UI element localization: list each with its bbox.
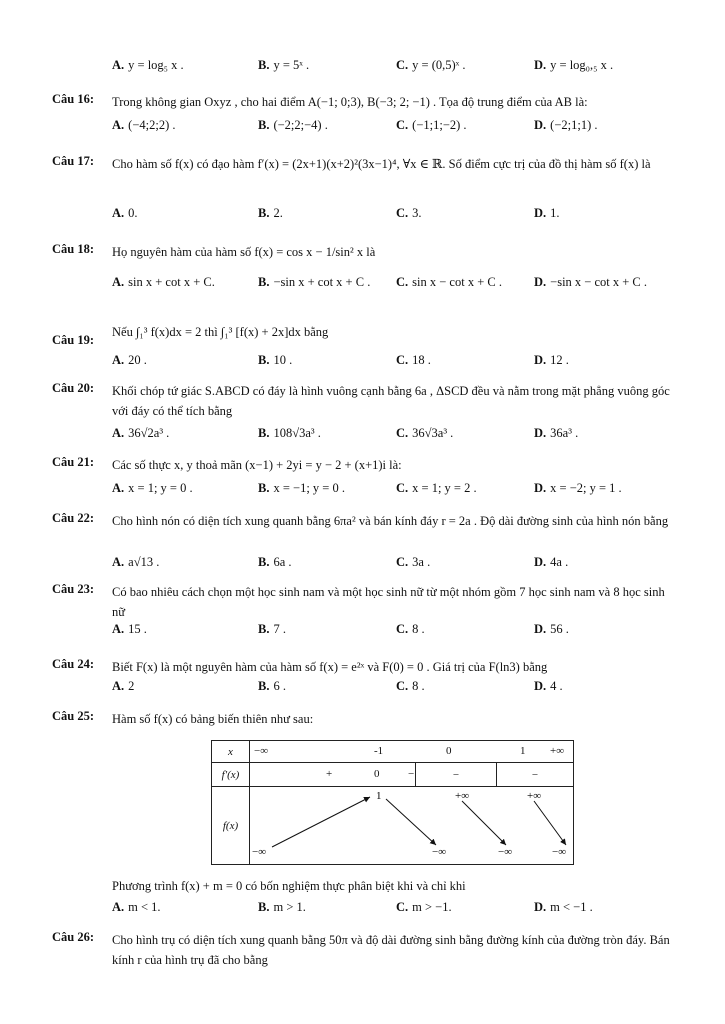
option-d[interactable]: D. 56 . — [534, 622, 569, 636]
option-d[interactable]: D. 4 . — [534, 679, 563, 693]
question-number: Câu 24: — [52, 657, 95, 671]
x-value: +∞ — [550, 744, 565, 757]
options-row — [112, 353, 672, 371]
function-variation-cell — [250, 787, 574, 865]
f-value: −∞ — [498, 846, 513, 858]
option-b[interactable]: B. y = 5ˣ . — [258, 58, 310, 72]
option-b[interactable]: B. 2. — [258, 206, 283, 220]
question-number: Câu 22: — [52, 511, 95, 525]
options-row — [112, 206, 672, 224]
question-text: Khối chóp tứ giác S.ABCD có đáy là hình vuông cạnh bằng 6a , ΔSCD đều và nằm trong mặt phẳng vuông góc với đáy có thể tích bằng — [112, 384, 670, 418]
option-c[interactable]: C. y = (0,5)ˣ . — [396, 58, 466, 72]
derivative-zero: 0 — [374, 767, 380, 780]
options-row — [112, 555, 672, 573]
option-b[interactable]: B. m > 1. — [258, 900, 306, 914]
option-a[interactable]: A. 15 . — [112, 622, 147, 636]
question-number: Câu 25: — [52, 709, 95, 723]
option-c[interactable]: C. 36√3a³ . — [396, 426, 454, 440]
question-number: Câu 16: — [52, 92, 95, 106]
option-c[interactable]: C. (−1;1;−2) . — [396, 118, 467, 132]
x-value: 1 — [520, 744, 526, 757]
option-c[interactable]: C. 18 . — [396, 353, 431, 367]
question-number: Câu 19: — [52, 333, 95, 347]
f-value: +∞ — [455, 790, 470, 802]
question-number: Câu 21: — [52, 455, 95, 469]
option-d[interactable]: D. y = log₀,₅ x . — [534, 58, 614, 72]
option-b[interactable]: B. 108√3a³ . — [258, 426, 321, 440]
f-value: −∞ — [252, 846, 267, 858]
question-text: Trong không gian Oxyz , cho hai điểm A(−1; 0;3), B(−3; 2; −1) . Tọa độ trung điểm của AB là: — [112, 95, 588, 109]
option-c[interactable]: C. 8 . — [396, 679, 425, 693]
arrow-down — [462, 801, 506, 845]
x-value: -1 — [374, 744, 384, 757]
option-c[interactable]: C. m > −1. — [396, 900, 452, 914]
options-row — [112, 275, 672, 293]
option-a[interactable]: A. 0. — [112, 206, 138, 220]
option-a[interactable]: A. (−4;2;2) . — [112, 118, 176, 132]
option-a[interactable]: A. a√13 . — [112, 555, 160, 569]
arrow-down — [534, 801, 566, 845]
option-b[interactable]: B. 7 . — [258, 622, 286, 636]
question-number: Câu 18: — [52, 242, 95, 256]
table-row-x — [212, 741, 574, 763]
question-text: Biết F(x) là một nguyên hàm của hàm số f(x) = e²ˣ và F(0) = 0 . Giá trị của F(ln3) bằng — [112, 660, 548, 674]
table-row-derivative — [212, 763, 574, 787]
options-row — [112, 426, 672, 444]
x-values-cell — [250, 741, 574, 763]
x-value: −∞ — [254, 744, 269, 757]
question-text: Các số thực x, y thoả mãn (x−1) + 2yi = y − 2 + (x+1)i là: — [112, 458, 402, 472]
f-value: 1 — [376, 790, 382, 802]
option-d[interactable]: D. m < −1 . — [534, 900, 593, 914]
options-row — [112, 58, 672, 76]
row-label-derivative: f′(x) — [212, 763, 250, 787]
question-text: Có bao nhiêu cách chọn một học sinh nam và một học sinh nữ từ một nhóm gồm 7 học sinh nam và 8 học sinh nữ — [112, 585, 665, 619]
option-d[interactable]: D. 36a³ . — [534, 426, 579, 440]
question-number: Câu 17: — [52, 154, 95, 168]
derivative-sign: − — [408, 767, 415, 780]
option-a[interactable]: A. 20 . — [112, 353, 147, 367]
options-row — [112, 622, 672, 640]
options-row — [112, 481, 672, 499]
row-label-function: f(x) — [212, 787, 250, 865]
question-number: Câu 23: — [52, 582, 95, 596]
option-d[interactable]: D. 12 . — [534, 353, 569, 367]
options-row — [112, 900, 672, 918]
option-c[interactable]: C. 3a . — [396, 555, 431, 569]
f-value: +∞ — [527, 790, 542, 802]
option-b[interactable]: B. 6 . — [258, 679, 286, 693]
option-a[interactable]: A. y = log₅ x . — [112, 58, 184, 72]
option-b[interactable]: B. (−2;2;−4) . — [258, 118, 328, 132]
option-d[interactable]: D. 1. — [534, 206, 560, 220]
variation-table — [211, 740, 574, 865]
f-value: −∞ — [432, 846, 447, 858]
variation-arrows — [250, 787, 573, 861]
question-text: Họ nguyên hàm của hàm số f(x) = cos x − 1/sin² x là — [112, 245, 376, 259]
option-a[interactable]: A. 2 — [112, 679, 135, 693]
question-text: Cho hình trụ có diện tích xung quanh bằng 50π và độ dài đường sinh bằng đường kính của đường tròn đáy. Bán kính r của hình trụ đã cho bằng — [112, 933, 670, 967]
question-text: Nếu ∫₁³ f(x)dx = 2 thì ∫₁³ [f(x) + 2x]dx bằng — [112, 325, 329, 339]
option-b[interactable]: B. 10 . — [258, 353, 293, 367]
option-c[interactable]: C. x = 1; y = 2 . — [396, 481, 477, 495]
question-number: Câu 20: — [52, 381, 95, 395]
option-d[interactable]: D. −sin x − cot x + C . — [534, 275, 648, 289]
question-text: Cho hàm số f(x) có đạo hàm f′(x) = (2x+1)(x+2)²(3x−1)⁴, ∀x ∈ ℝ. Số điểm cực trị của đồ thị hàm số f(x) là — [112, 157, 651, 171]
option-d[interactable]: D. (−2;1;1) . — [534, 118, 598, 132]
f-value: −∞ — [552, 846, 567, 858]
question-text: Phương trình f(x) + m = 0 có bốn nghiệm thực phân biệt khi và chỉ khi — [112, 879, 466, 893]
option-c[interactable]: C. 3. — [396, 206, 422, 220]
question-text: Hàm số f(x) có bảng biến thiên như sau: — [112, 712, 314, 726]
row-label-x: x — [212, 741, 250, 763]
sign-cell-2: − — [416, 763, 497, 787]
option-d[interactable]: D. 4a . — [534, 555, 569, 569]
option-b[interactable]: B. −sin x + cot x + C . — [258, 275, 371, 289]
option-c[interactable]: C. sin x − cot x + C . — [396, 275, 502, 289]
option-a[interactable]: A. x = 1; y = 0 . — [112, 481, 193, 495]
table-row-function — [212, 787, 574, 865]
sign-cell-3: − — [497, 763, 574, 787]
arrow-down — [386, 799, 436, 845]
sign-cell-1 — [250, 763, 416, 787]
option-a[interactable]: A. 36√2a³ . — [112, 426, 170, 440]
option-a[interactable]: A. sin x + cot x + C. — [112, 275, 215, 289]
option-a[interactable]: A. m < 1. — [112, 900, 161, 914]
arrow-up — [272, 797, 370, 847]
options-row — [112, 118, 672, 136]
question-number: Câu 26: — [52, 930, 95, 944]
question-text: Cho hình nón có diện tích xung quanh bằng 6πa² và bán kính đáy r = 2a . Độ dài đường sinh của hình nón bằng — [112, 514, 669, 528]
options-row — [112, 679, 672, 697]
option-b[interactable]: B. 6a . — [258, 555, 292, 569]
option-c[interactable]: C. 8 . — [396, 622, 425, 636]
option-d[interactable]: D. x = −2; y = 1 . — [534, 481, 622, 495]
derivative-sign: + — [326, 767, 333, 780]
option-b[interactable]: B. x = −1; y = 0 . — [258, 481, 345, 495]
x-value: 0 — [446, 744, 452, 757]
